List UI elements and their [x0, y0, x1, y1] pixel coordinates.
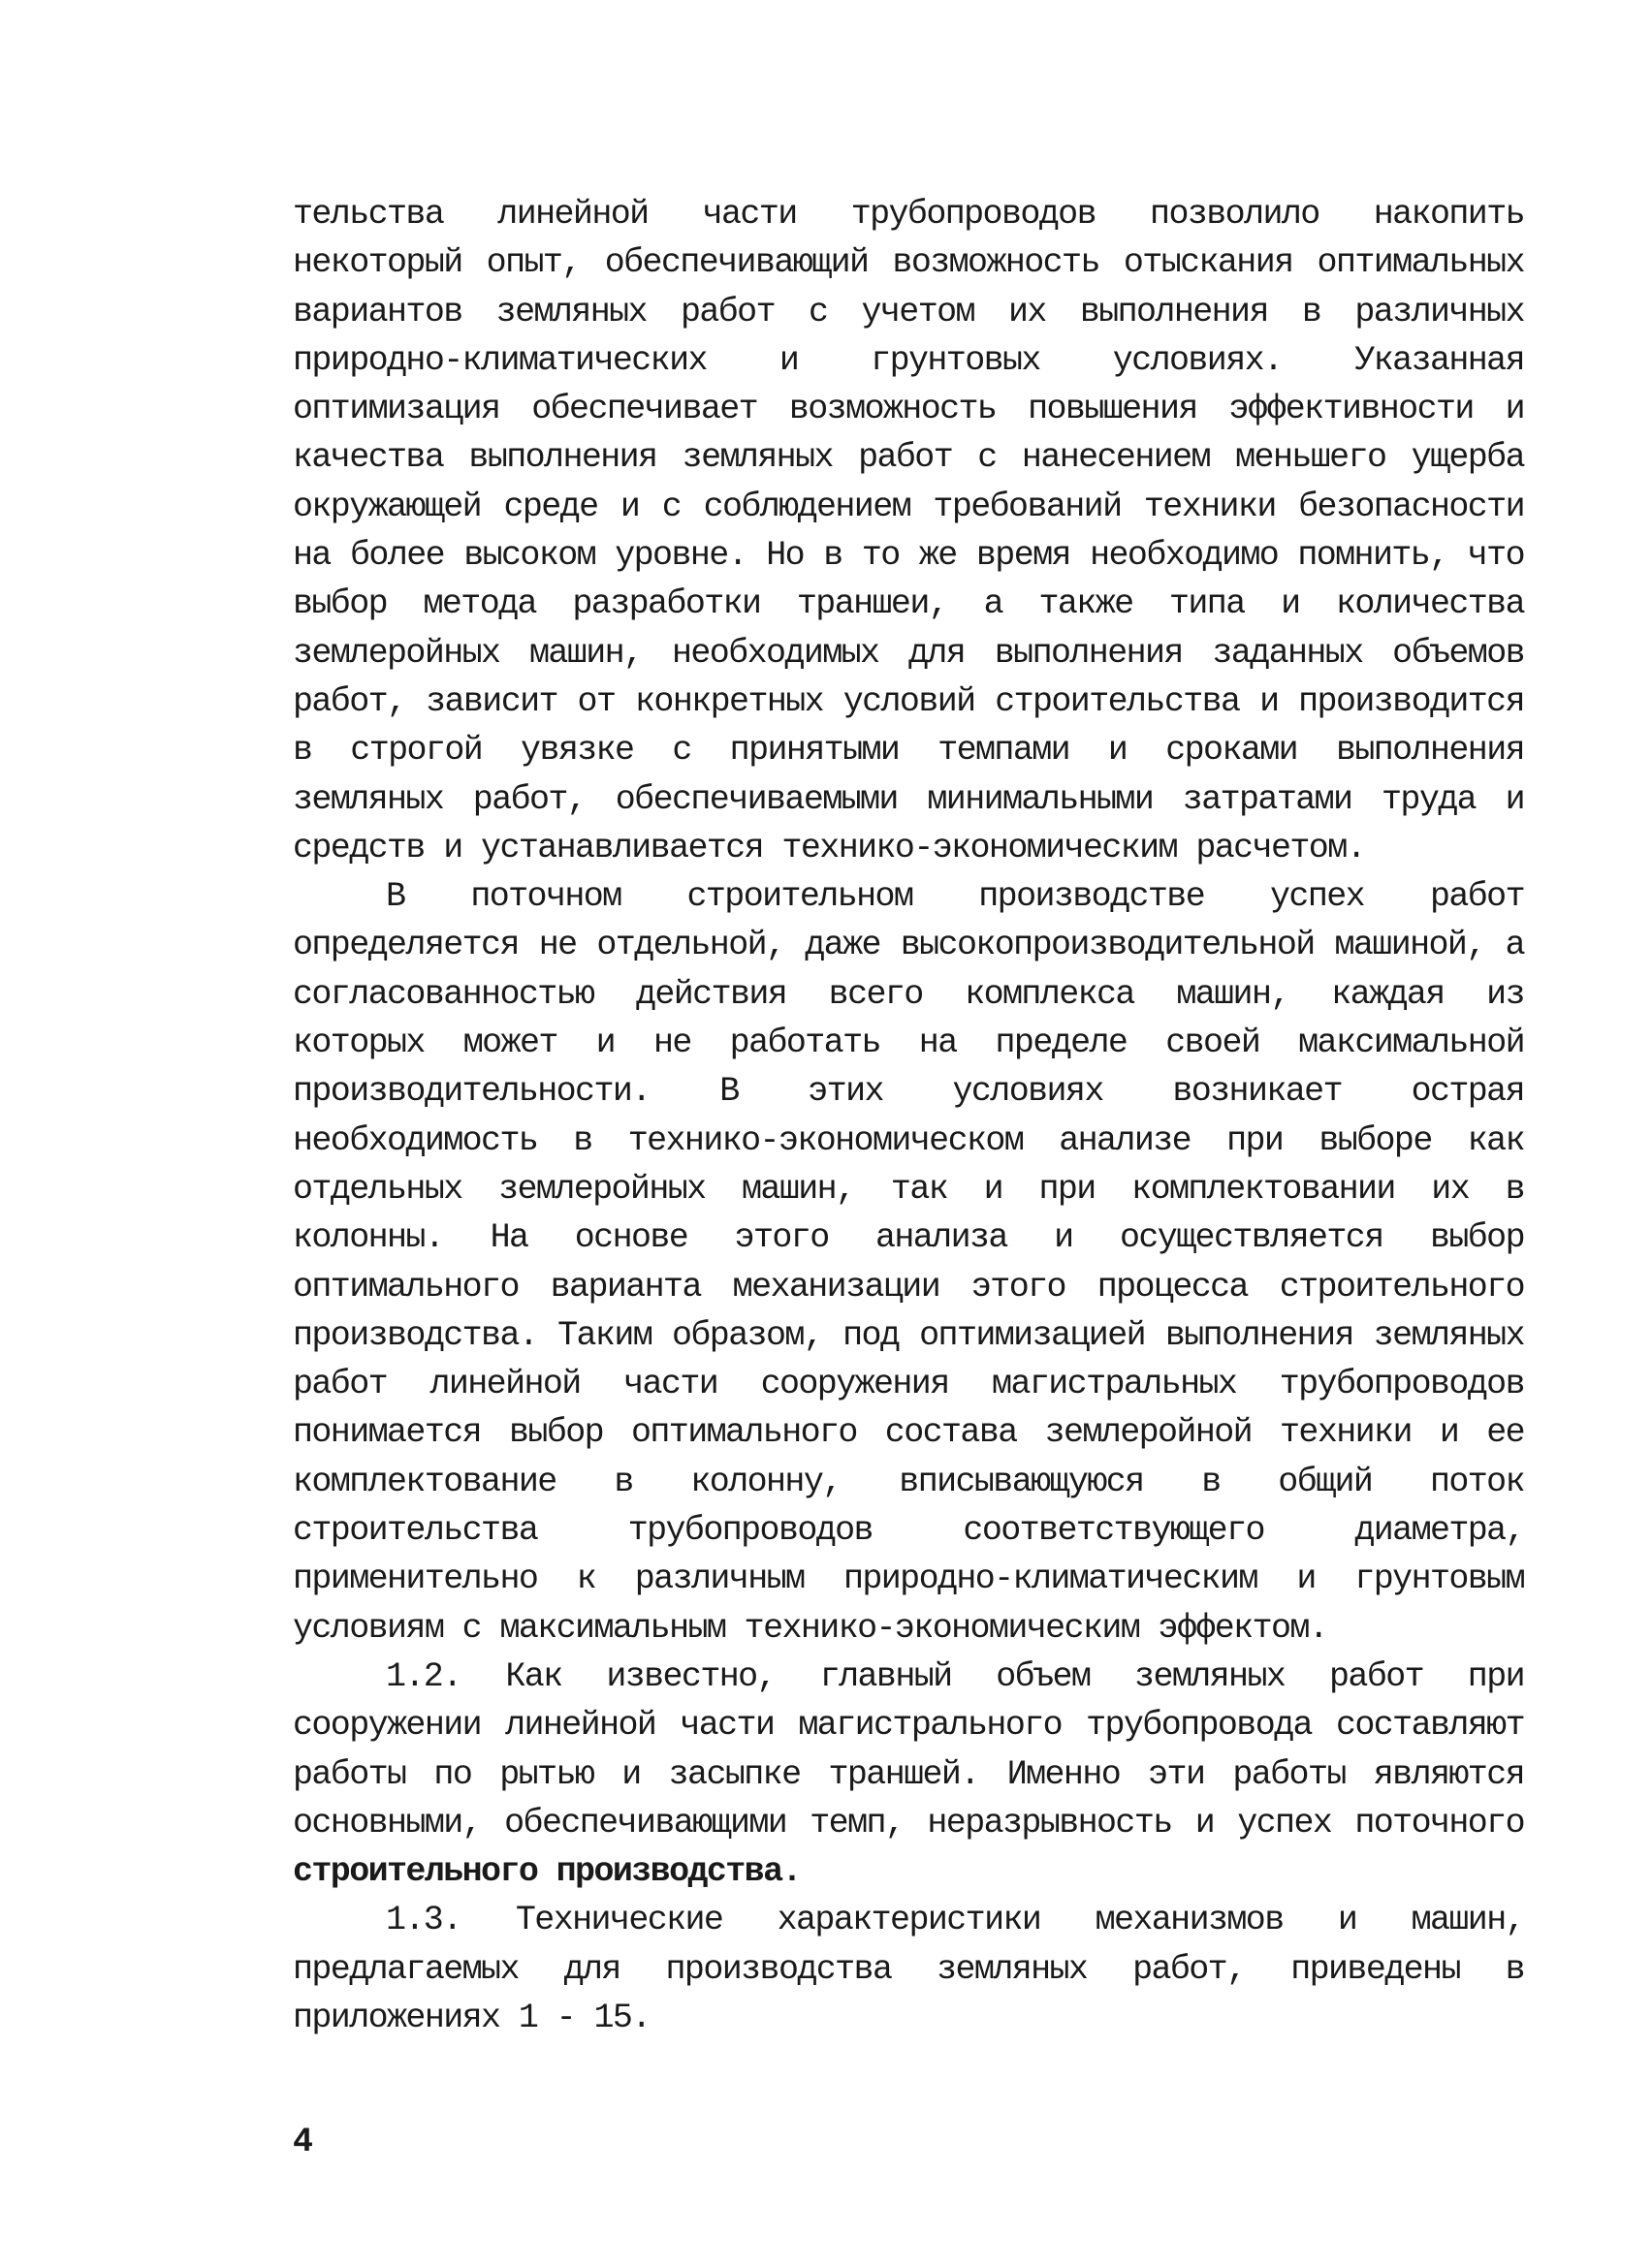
paragraph-optimization: В поточном строительном производстве успех работ определяется не отдельной, даже высокопроизводительной машиной, а согласованностью действия всего комплекса машин, каждая из которых может и не работать на пределе своей максимальной производительности. В этих условиях возникает острая необходимость в технико-экономическом анализе при выборе как отдельных землеройных машин, так и при комплектовании их в колонны. На основе этого анализа и осуществляется выбор оптимального варианта механизации этого процесса строительного производства. Таким образом, под оптимизацией выполнения земляных работ линейной части сооружения магистральных трубопроводов понимается выбор оптимального состава землеройной техники и ее комплектование в колонну, вписывающуюся в общий поток строительства трубопроводов соответствующего диаметра, применительно к различным природно-климатическим и грунтовым условиям с максимальным технико-экономическим эффектом. [293, 877, 1524, 1648]
paragraph-1-2 [293, 1653, 1524, 1896]
paragraph-continuation: тельства линейной части трубопроводов позволило накопить некоторый опыт, обеспечивающий возможность отыскания оптимальных вариантов земляных работ с учетом их выполнения в различных природно-климатических и грунтовых условиях. Указанная оптимизация обеспечивает возможность повышения эффективности и качества выполнения земляных работ с нанесением меньшего ущерба окружающей среде и с соблюдением требований техники безопасности на более высоком уровне. Но в то же время необходимо помнить, что выбор метода разработки траншеи, а также типа и количества землеройных машин, необходимых для выполнения заданных объемов работ, зависит от конкретных условий строительства и производится в строгой увязке с принятыми темпами и сроками выполнения земляных работ, обеспечиваемыми минимальными затратами труда и средств и устанавливается технико-экономическим расчетом. [293, 195, 1524, 867]
body-text [293, 190, 1524, 2042]
paragraph-1-2-bold-text: строительного производства. [293, 1852, 801, 1892]
paragraph-1-2-text: 1.2. Как известно, главный объем земляных работ при сооружении линейной части магистрального трубопровода составляют работы по рытью и засыпке траншей. Именно эти работы являются основными, обеспечивающими темп, неразрывность и успех поточного [293, 1656, 1524, 1843]
paragraph-1-3: 1.3. Технические характеристики механизмов и машин, предлагаемых для производства земляных работ, приведены в приложениях 1 - 15. [293, 1901, 1524, 2037]
page-number: 4 [293, 2123, 314, 2161]
